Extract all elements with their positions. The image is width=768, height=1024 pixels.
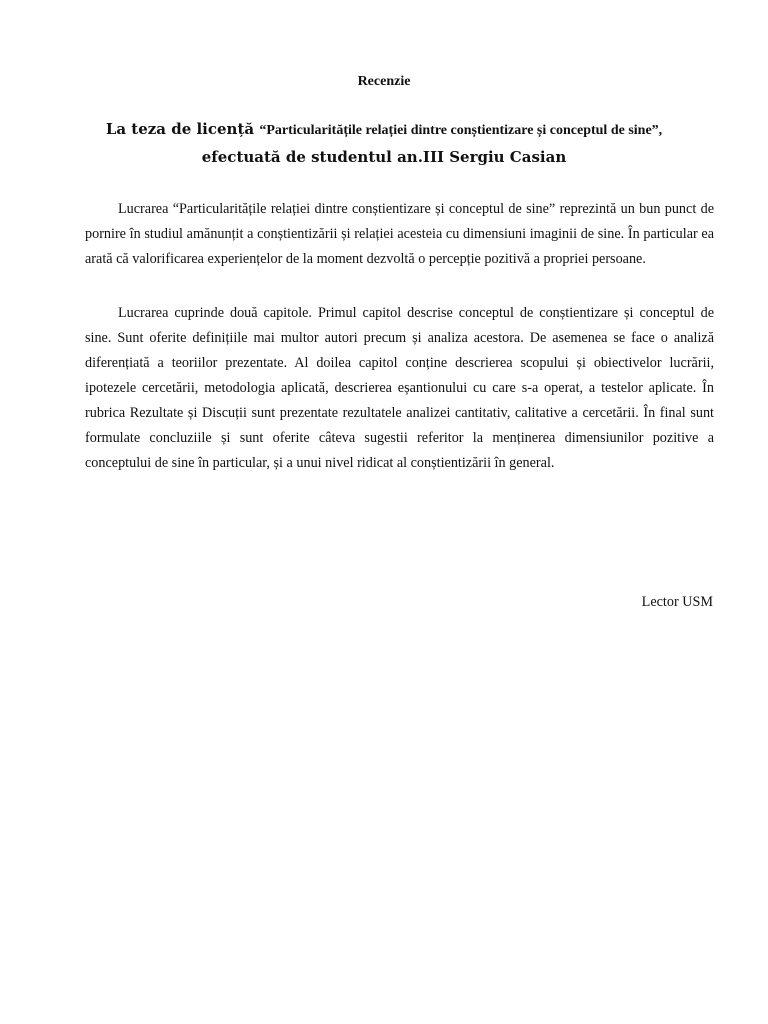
paragraph-structure: Lucrarea cuprinde două capitole. Primul capitol descrise conceptul de conștientizare și conceptul de sine. Sunt oferite definițiile mai multor autori precum și analiza acestora. De asemenea se face o analiză diferențiată a teoriilor prezentate. Al doilea capitol conține descrierea scopului și obiectivelor lucrării, ipotezele cercetării, metodologia aplicată, descrierea eșantionului cu care s-a operat, a testelor aplicate. În rubrica Rezultate și Discuții sunt prezentate rezultatele analizei cantitativ, calitative a cercetării. În final sunt formulate concluziile și sunt oferite câteva sugestii referitor la menținerea dimensiunilor pozitive a conceptului de sine în particular, și a unui nivel ridicat al conștientizării în general. — [85, 305, 714, 471]
reviewer-signature: Lector USM — [641, 594, 713, 610]
paragraph-introduction: Lucrarea “Particularitățile relației dintre conștientizare și conceptul de sine” reprezintă un bun punct de pornire în studiul amănunțit a conștientizării și relației acesteia cu dimensiuni imaginii de sine. În particular ea arată că valorificarea experiențelor de la moment dezvoltă o percepție pozitivă a propriei persoane. — [85, 201, 714, 267]
document-heading: Recenzie — [357, 74, 411, 89]
thesis-title-line-1 — [0, 120, 768, 139]
thesis-title-line-2: efectuată de studentul an.III Sergiu Casian — [201, 148, 567, 166]
thesis-title-prefix: La teza de licență — [105, 120, 260, 138]
thesis-title-quote: “Particularitățile relației dintre conștientizare și conceptul de sine”, — [259, 123, 663, 138]
